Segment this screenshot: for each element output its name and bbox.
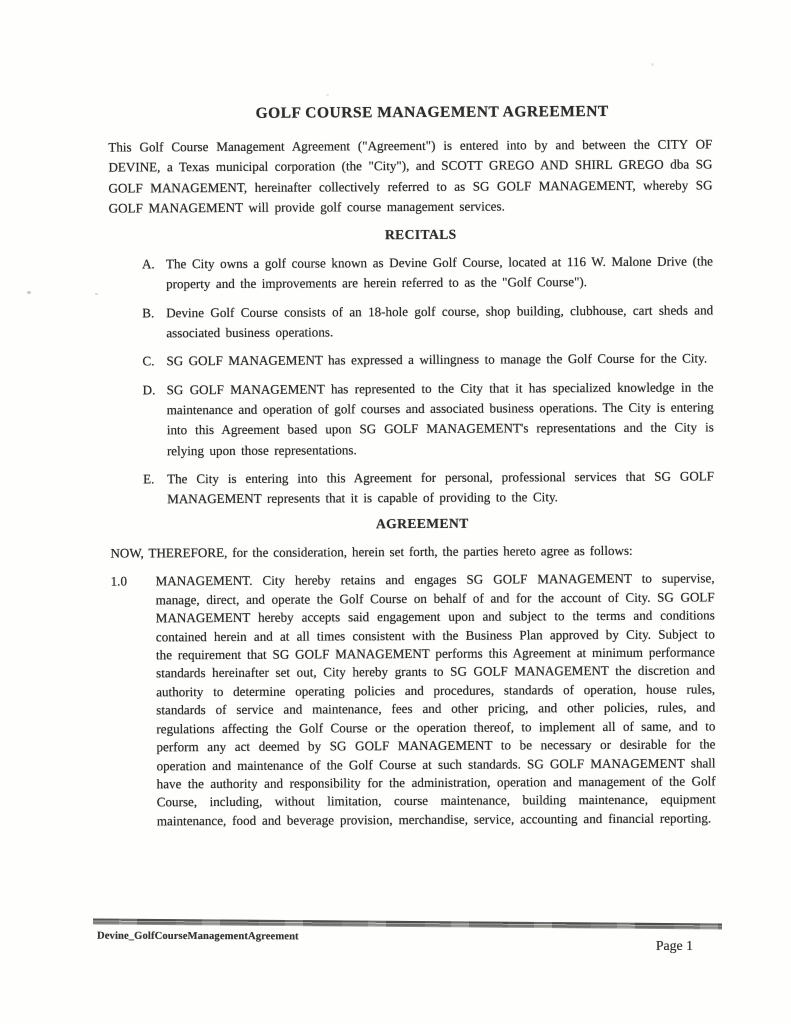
recital-text: The City owns a golf course known as Devine Golf Course, located at 116 W. Malone Drive (the property and the improvements are herein referred to as the "Golf Course"). xyxy=(165,253,713,292)
recital-text: SG GOLF MANAGEMENT has expressed a willingness to manage the Golf Course for the City. xyxy=(166,350,708,369)
recital-text: SG GOLF MANAGEMENT has represented to the City that it has specialized knowledge in the maintenance and operation of golf courses and associated business operations. The City is entering into this Agreement based upon SG GOLF MANAGEMENT's representations and the City is relying upon those representations. xyxy=(166,379,714,458)
recitals-heading: RECITALS xyxy=(384,226,457,243)
section-number: 1.0 xyxy=(110,573,128,590)
scan-artifact-speck xyxy=(326,94,329,96)
intro-paragraph: This Golf Course Management Agreement ("Agreement") is entered into by and between the CITY OF DEVINE, a Texas municipal corporation (the "City"), and SCOTT GREGO AND SHIRL GREGO dba SG GOLF MANAGEMENT, hereinafter collectively referred to as SG GOLF MANAGEMENT, whereby SG GOLF MANAGEMENT will provide golf course management services. xyxy=(108,136,713,216)
agreement-lead-in: NOW, THEREFORE, for the consideration, herein set forth, the parties hereto agree as follows: xyxy=(110,543,633,562)
recital-marker: B. xyxy=(142,305,155,321)
recital-text: The City is entering into this Agreement for personal, professional services that SG GOLF MANAGEMENT represents that it is capable of providing to the City. xyxy=(167,468,715,507)
document-body xyxy=(108,102,716,830)
recital-item-c xyxy=(109,349,713,372)
scan-artifact-speck xyxy=(651,63,654,66)
recital-item-d xyxy=(110,377,714,461)
section-text: MANAGEMENT. City hereby retains and engages SG GOLF MANAGEMENT to supervise, manage, direct, and operate the Golf Course on behalf of and for the account of City. SG GOLF MANAGEMENT hereby accepts said engagement upon and subject to the terms and conditions contained herein and at all times consistent with the Business Plan approved by City. Subject to the requirement that SG GOLF MANAGEMENT performs this Agreement at minimum performance standards hereinafter set out, City hereby grants to SG GOLF MANAGEMENT the discretion and authority to determine operating policies and procedures, standards of operation, house rules, standards of service and maintenance, fees and other pricing, and other policies, rules, and regulations affecting the Golf Course or the operation thereof, to implement all of same, and to perform any act deemed by SG GOLF MANAGEMENT to be necessary or desirable for the operation and maintenance of the Golf Course at such standards. SG GOLF MANAGEMENT shall have the authority and responsibility for the administration, operation and management of the Golf Course, including, without limitation, course maintenance, building maintenance, equipment maintenance, food and beverage provision, merchandise, service, accounting and financial reporting. xyxy=(155,570,716,829)
document-title: GOLF COURSE MANAGEMENT AGREEMENT xyxy=(255,102,609,122)
section-1-0 xyxy=(111,570,716,831)
footer-filename: Devine_GolfCourseManagementAgreement xyxy=(96,930,299,943)
recital-item-a xyxy=(109,252,713,296)
scan-artifact-speck xyxy=(27,291,31,294)
footer-page-number: Page 1 xyxy=(655,938,693,953)
recital-marker: D. xyxy=(142,382,156,398)
scan-artifact-speck xyxy=(95,293,98,295)
footer-divider-rule xyxy=(93,919,722,930)
recital-item-e xyxy=(110,466,714,510)
recital-marker: A. xyxy=(141,256,155,272)
recital-marker: E. xyxy=(143,471,155,487)
recital-item-b xyxy=(109,300,713,344)
recitals-list xyxy=(109,252,714,510)
recital-text: Devine Golf Course consists of an 18-hole golf course, shop building, clubhouse, cart sheds and associated business operations. xyxy=(166,302,714,341)
agreement-heading: AGREEMENT xyxy=(375,516,469,532)
recital-marker: C. xyxy=(142,353,155,369)
